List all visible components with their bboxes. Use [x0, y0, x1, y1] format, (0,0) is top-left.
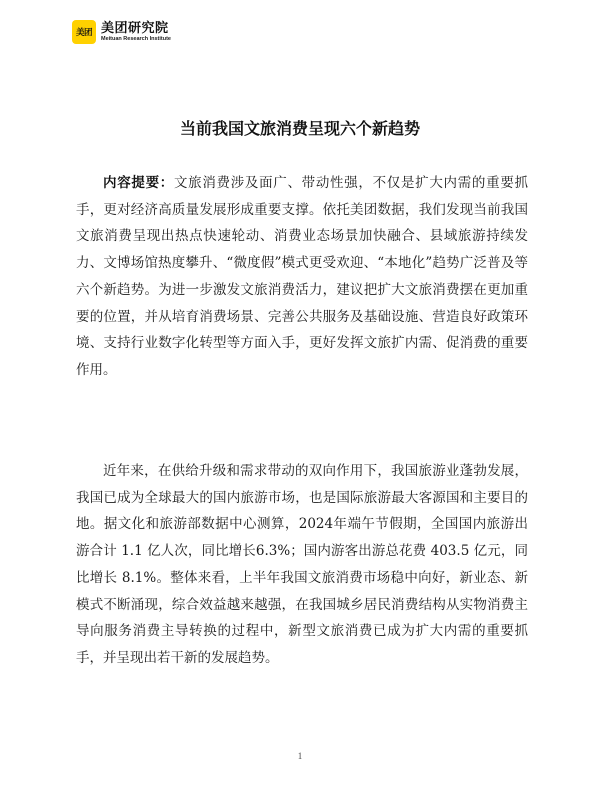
logo-text: [101, 22, 171, 43]
org-name-en: Meituan Research Institute: [101, 35, 171, 42]
header-logo: [72, 18, 171, 46]
abstract-label: 内容提要：: [103, 175, 174, 191]
abstract-paragraph: [76, 170, 528, 384]
meituan-logo-icon: 美团: [72, 20, 96, 44]
page-number: 1: [297, 751, 303, 761]
org-name-cn: 美团研究院: [101, 20, 169, 36]
body-paragraph: 近年来，在供给升级和需求带动的双向作用下，我国旅游业蓬勃发展，我国已成为全球最大的国内旅游市场，也是国际旅游最大客源国和主要目的地。据文化和旅游部数据中心测算，2024年端午节假期，全国国内旅游出游合计 1.1 亿人次，同比增长6.3%；国内游客出游总花费 403.5 亿元，同比增长 8.1%。整体来看，上半年我国文旅消费市场稳中向好，新业态、新模式不断涌现，综合效益越来越强，在我国城乡居民消费结构从实物消费主导向服务消费主导转换的过程中，新型文旅消费已成为扩大内需的重要抓手，并呈现出若干新的发展趋势。: [76, 463, 528, 666]
page-title: 当前我国文旅消费呈现六个新趋势: [179, 119, 420, 138]
abstract-text: 文旅消费涉及面广、带动性强，不仅是扩大内需的重要抓手，更对经济高质量发展形成重要支撑。依托美团数据，我们发现当前我国文旅消费呈现出热点快速轮动、消费业态场景加快融合、县域旅游持续发力、文博场馆热度攀升、“微度假”模式更受欢迎、“本地化”趋势广泛普及等六个新趋势。为进一步激发文旅消费活力，建议把扩大文旅消费摆在更加重要的位置，并从培育消费场景、完善公共服务及基础设施、营造良好政策环境、支持行业数字化转型等方面入手，更好发挥文旅扩内需、促消费的重要作用。: [76, 175, 529, 378]
